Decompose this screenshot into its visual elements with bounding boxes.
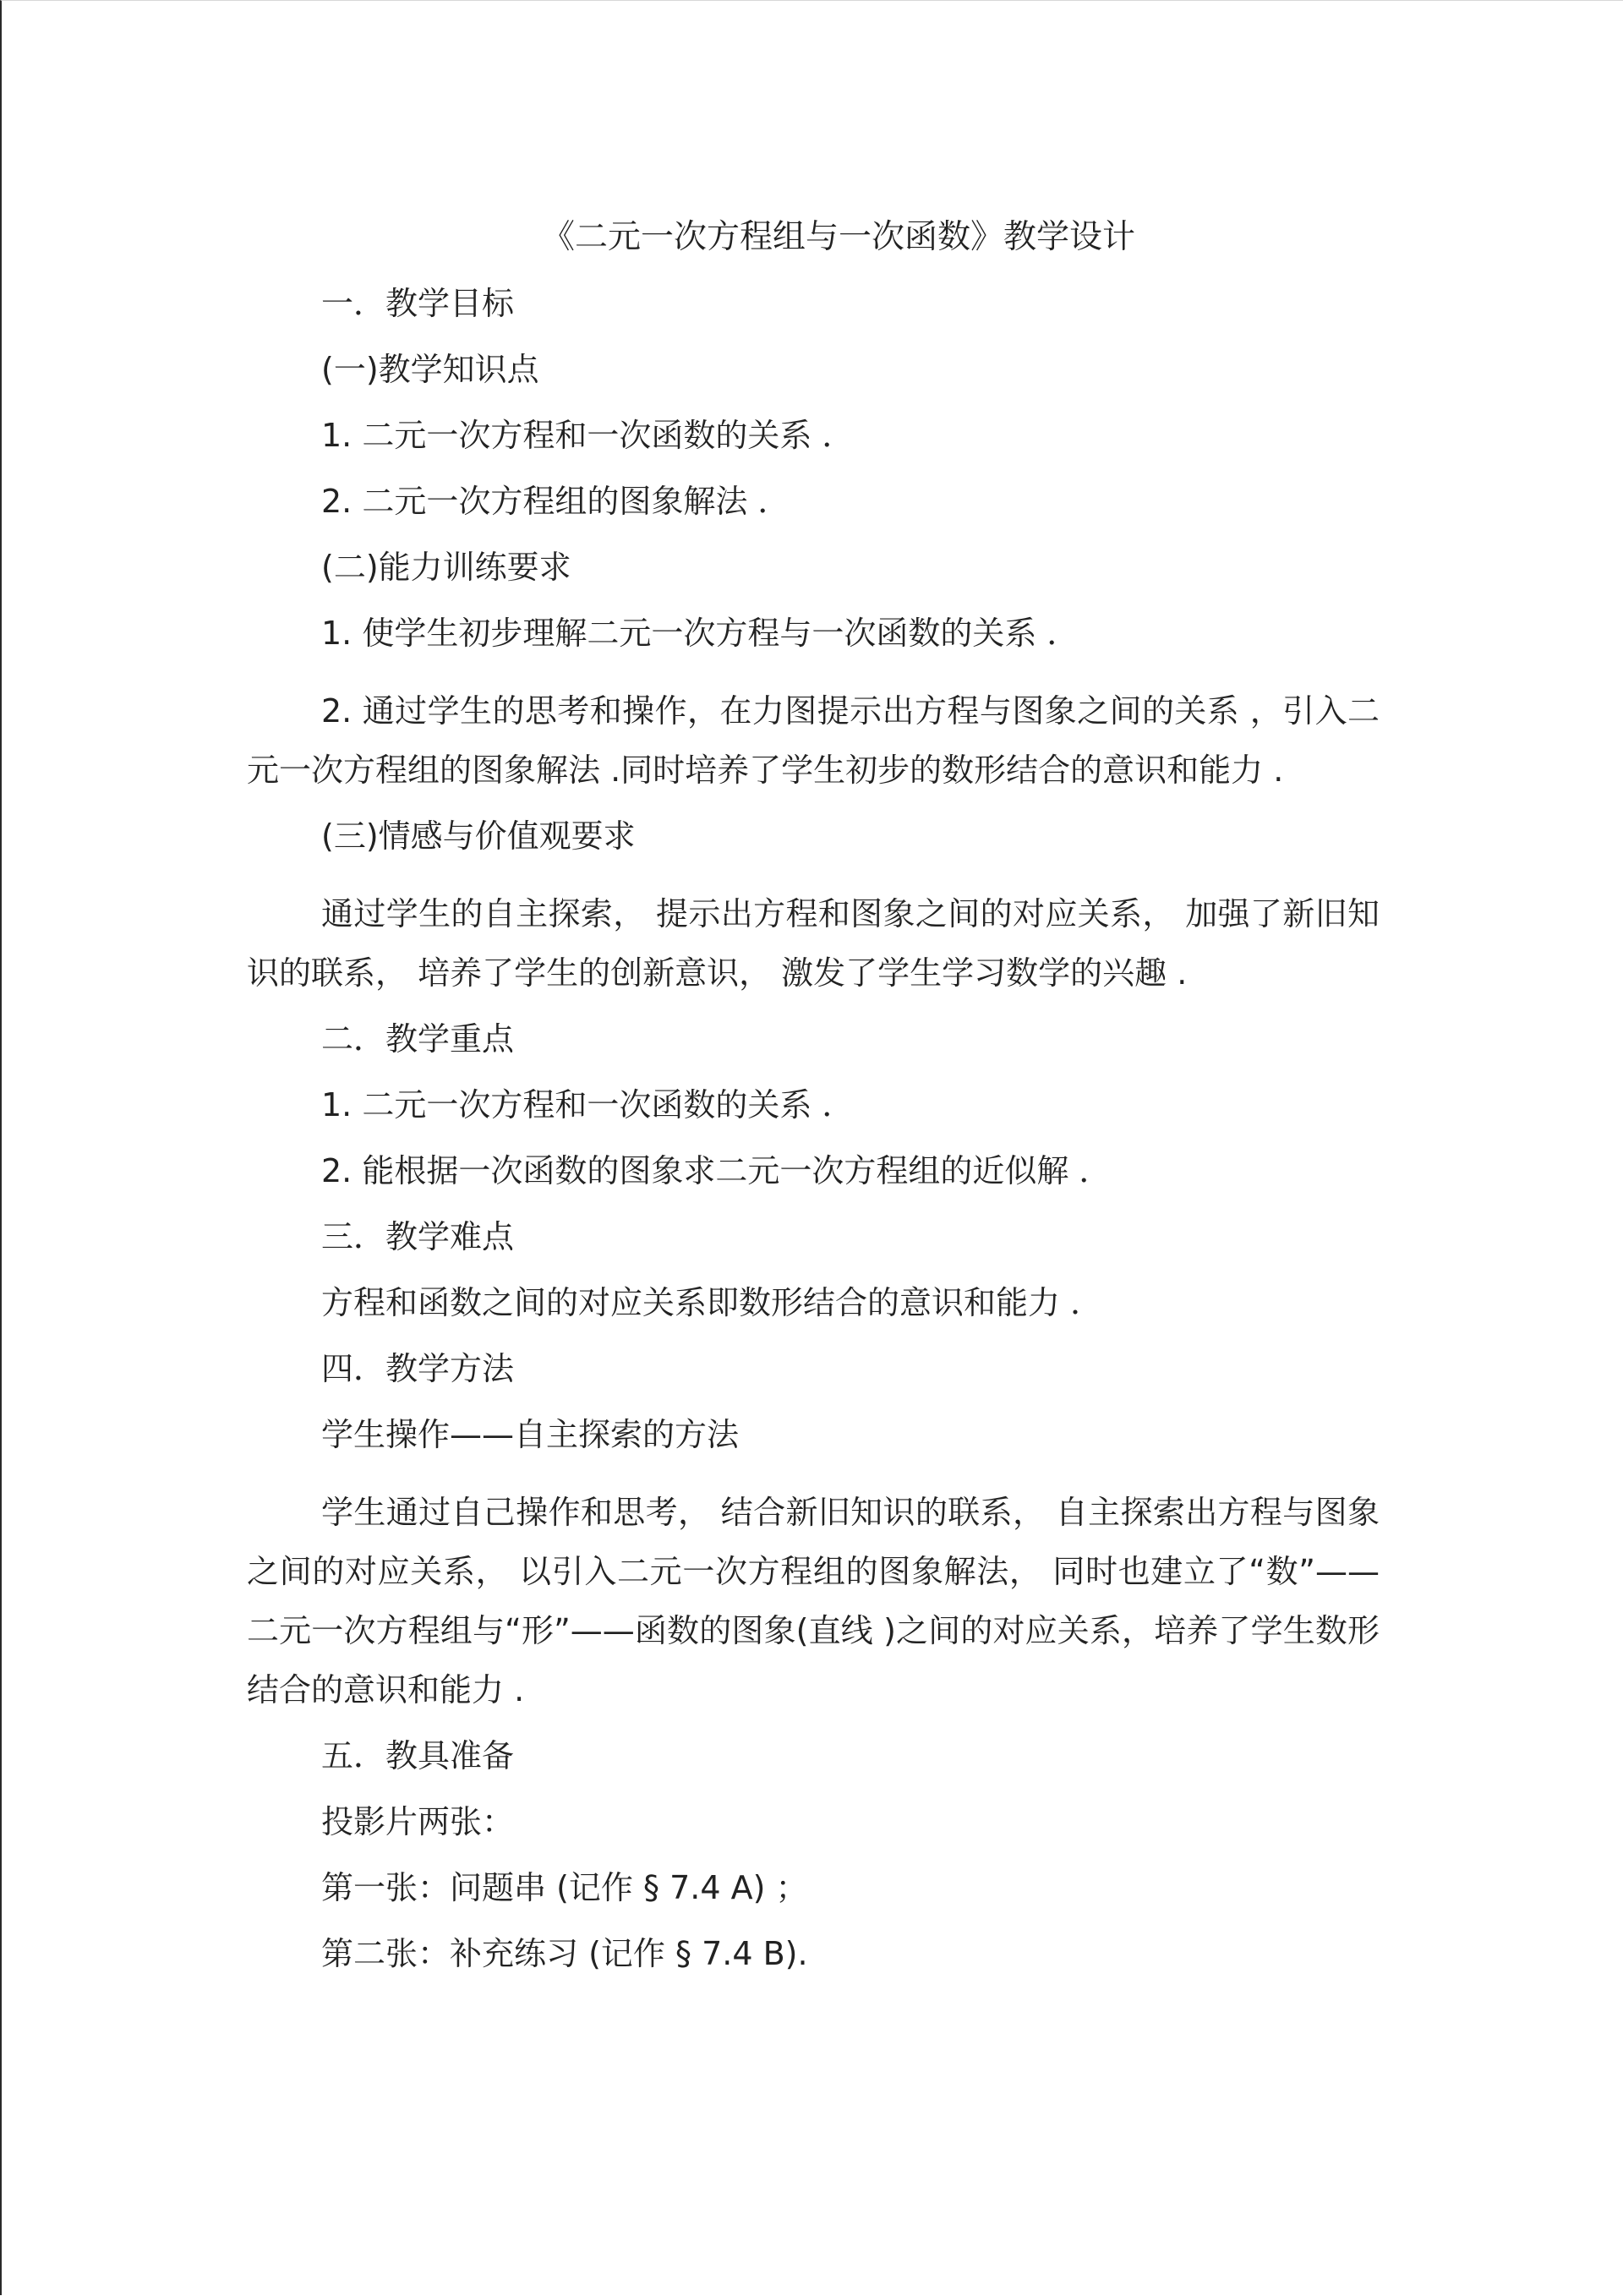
- list-item: 1. 二元一次方程和一次函数的关系 ．: [321, 1086, 855, 1123]
- list-item: 2. 二元一次方程组的图象解法 ．: [321, 483, 790, 520]
- paragraph-method: 学生通过自己操作和思考， 结合新旧知识的联系， 自主探索出方程与图象之间的对应关系， 以引入二元一次方程组的图象解法， 同时也建立了“数”——二元一次方程组与“形”——函数的图象(直线 )之间的对应关系，培养了学生数形结合的意识和能力 .: [247, 1494, 1380, 1708]
- list-item: 1. 二元一次方程和一次函数的关系 ．: [321, 417, 855, 454]
- section-heading-objectives: 一．教学目标: [321, 285, 515, 322]
- materials-item: 第一张：问题串 (记作 § 7.4 A) ；: [321, 1869, 808, 1906]
- list-item: 1. 使学生初步理解二元一次方程与一次函数的关系 ．: [321, 615, 1079, 652]
- section-heading-methods: 四．教学方法: [321, 1350, 515, 1387]
- paragraph-ability-2: 2. 通过学生的思考和操作，在力图提示出方程与图象之间的关系 ，引入二元一次方程组的图象解法 .同时培养了学生初步的数形结合的意识和能力 .: [247, 692, 1380, 789]
- subsection-emotion: (三)情感与价值观要求: [321, 817, 636, 855]
- method-text: 学生操作——自主探索的方法: [321, 1416, 740, 1453]
- materials-item: 第二张：补充练习 (记作 § 7.4 B).: [321, 1935, 808, 1972]
- materials-intro: 投影片两张：: [321, 1803, 515, 1840]
- document-title: 《二元一次方程组与一次函数》教学设计: [541, 218, 1135, 256]
- section-heading-materials: 五．教具准备: [321, 1737, 515, 1774]
- document-body: [247, 208, 1380, 1990]
- section-heading-key-points: 二．教学重点: [321, 1020, 515, 1058]
- list-item: 2. 能根据一次函数的图象求二元一次方程组的近似解 ．: [321, 1152, 1112, 1189]
- difficulty-text: 方程和函数之间的对应关系即数形结合的意识和能力 ．: [321, 1284, 1103, 1321]
- subsection-knowledge: (一)教学知识点: [321, 351, 539, 388]
- subsection-ability: (二)能力训练要求: [321, 549, 571, 586]
- section-heading-difficulties: 三．教学难点: [321, 1218, 515, 1255]
- paragraph-emotion: 通过学生的自主探索， 提示出方程和图象之间的对应关系， 加强了新旧知识的联系， 培养了学生的创新意识， 激发了学生学习数学的兴趣 .: [247, 895, 1380, 992]
